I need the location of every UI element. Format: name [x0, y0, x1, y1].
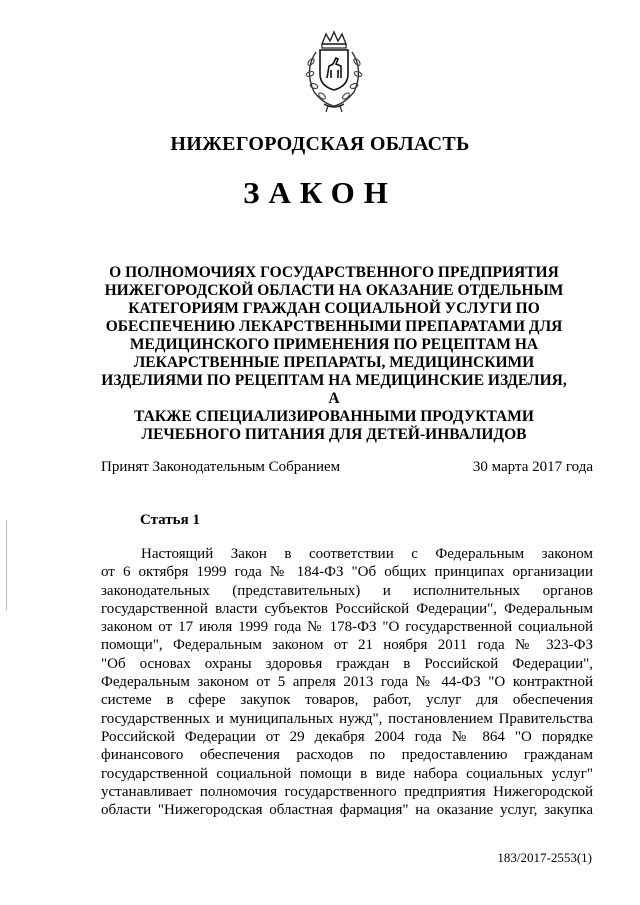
body-line: Российской Федерации от 29 декабря 2004 года № 864 "О порядке	[101, 728, 593, 745]
title-line: КАТЕГОРИЯМ ГРАЖДАН СОЦИАЛЬНОЙ УСЛУГИ ПО	[128, 300, 540, 317]
title-line: НИЖЕГОРОДСКОЙ ОБЛАСТИ НА ОКАЗАНИЕ ОТДЕЛЬНЫМ	[104, 282, 564, 299]
adoption-line	[101, 459, 593, 476]
body-line: "Об основах охраны здоровья граждан в Российской Федерации",	[101, 655, 593, 672]
region-heading: НИЖЕГОРОДСКАЯ ОБЛАСТЬ	[170, 133, 470, 155]
body-line: государственной власти субъектов Российской Федерации", Федеральным	[101, 600, 593, 617]
title-line: ОБЕСПЕЧЕНИЮ ЛЕКАРСТВЕННЫМИ ПРЕПАРАТАМИ ДЛЯ	[105, 318, 563, 335]
body-line: от 6 октября 1999 года № 184-ФЗ "Об общих принципах организации	[101, 564, 593, 581]
title-line: МЕДИЦИНСКОГО ПРИМЕНЕНИЯ ПО РЕЦЕПТАМ НА	[129, 336, 539, 353]
body-line: законодательных (представительных) и исполнительных органов	[101, 582, 593, 599]
body-line: финансового обеспечения расходов по предоставлению гражданам	[101, 747, 593, 764]
adoption-date: 30 марта 2017 года	[472, 459, 593, 475]
document-type-heading: ЗАКОН	[243, 175, 397, 210]
body-line: системе в сфере закупок товаров, работ, услуг для обеспечения	[101, 692, 593, 709]
body-line: Федеральным законом от 5 апреля 2013 года № 44-ФЗ "О контрактной	[101, 674, 593, 691]
body-line: помощи", Федеральным законом от 21 ноября 2011 года № 323-ФЗ	[101, 637, 593, 654]
body-line: государственных и муниципальных нужд", постановлением Правительства	[101, 710, 593, 727]
adopted-by: Принят Законодательным Собранием	[101, 459, 341, 475]
title-line: ИЗДЕЛИЯМИ ПО РЕЦЕПТАМ НА МЕДИЦИНСКИЕ ИЗДЕЛИЯ, А	[101, 372, 567, 407]
scan-margin-mark	[6, 520, 7, 610]
title-line: О ПОЛНОМОЧИЯХ ГОСУДАРСТВЕННОГО ПРЕДПРИЯТИЯ	[109, 264, 559, 281]
law-title	[96, 264, 572, 444]
title-line: ТАКЖЕ СПЕЦИАЛИЗИРОВАННЫМИ ПРОДУКТАМИ	[134, 408, 534, 425]
body-line: законом от 17 июля 1999 года № 178-ФЗ "О государственной социальной	[101, 619, 593, 636]
body-line: Настоящий Закон в соответствии с Федеральным законом	[141, 546, 593, 562]
article-body	[101, 545, 593, 819]
body-line: государственной социальной помощи в виде набора социальных услуг"	[101, 765, 593, 782]
body-line: устанавливает полномочия государственного предприятия Нижегородской	[101, 783, 593, 800]
document-number: 183/2017-2553(1)	[497, 850, 592, 865]
title-line: ЛЕЧЕБНОГО ПИТАНИЯ ДЛЯ ДЕТЕЙ-ИНВАЛИДОВ	[141, 426, 527, 443]
title-line: ЛЕКАРСТВЕННЫЕ ПРЕПАРАТЫ, МЕДИЦИНСКИМИ	[133, 354, 535, 371]
body-line: области "Нижегородская областная фармация" на оказание услуг, закупка	[101, 802, 593, 819]
article-heading: Статья 1	[140, 512, 200, 528]
coat-of-arms-emblem	[298, 30, 370, 114]
